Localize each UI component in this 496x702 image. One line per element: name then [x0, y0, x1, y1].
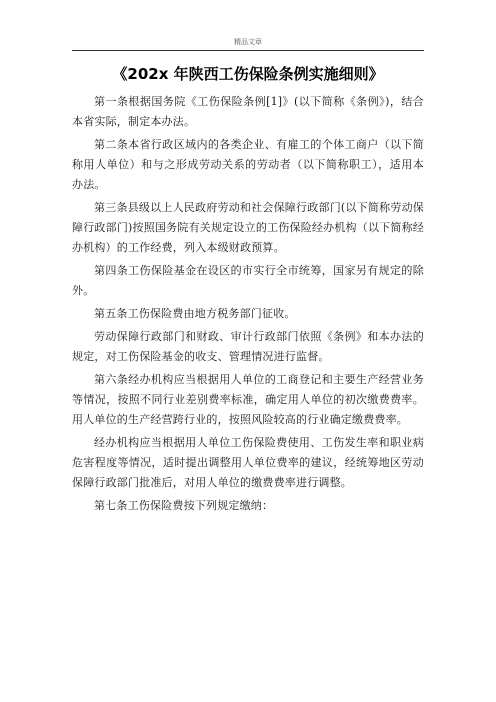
paragraph-article-5: 第五条工伤保险费由地方税务部门征收。 — [94, 307, 296, 320]
page-header-label: 精品文章 — [234, 38, 262, 46]
paragraph-article-1: 第一条根据国务院《工伤保险条例[1]》(以下简称《条例》)，结合本省实际，制定本办法。 — [72, 95, 424, 128]
document-title: 《202x 年陕西工伤保险条例实施细则》 — [112, 65, 384, 83]
paragraph-article-7: 第七条工伤保险费按下列规定缴纳： — [94, 499, 274, 512]
paragraph-article-4: 第四条工伤保险基金在设区的市实行全市统筹，国家另有规定的除外。 — [72, 264, 424, 297]
header-divider — [72, 50, 424, 51]
paragraph-article-6-adjustment: 经办机构应当根据用人单位工伤保险费使用、工伤发生率和职业病危害程度等情况，适时提出调整用人单位费率的建议，经统筹地区劳动保障行政部门批准后，对用人单位的缴费费率进行调整。 — [72, 436, 424, 489]
document-body — [72, 92, 424, 516]
paragraph-article-5-supervision: 劳动保障行政部门和财政、审计行政部门依照《条例》和本办法的规定，对工伤保险基金的收支、管理情况进行监督。 — [72, 330, 424, 363]
paragraph-article-3: 第三条县级以上人民政府劳动和社会保障行政部门(以下简称劳动保障行政部门)按照国务院有关规定设立的工伤保险经办机构（以下简称经办机构）的工作经费，列入本级财政预算。 — [72, 201, 424, 254]
paragraph-article-2: 第二条本省行政区域内的各类企业、有雇工的个体工商户（以下简称用人单位）和与之形成劳动关系的劳动者（以下简称职工），适用本办法。 — [72, 138, 424, 191]
paragraph-article-6: 第六条经办机构应当根据用人单位的工商登记和主要生产经营业务等情况，按照不同行业差别费率标准，确定用人单位的初次缴费费率。用人单位的生产经营跨行业的，按照风险较高的行业确定缴费费率。 — [72, 373, 424, 426]
